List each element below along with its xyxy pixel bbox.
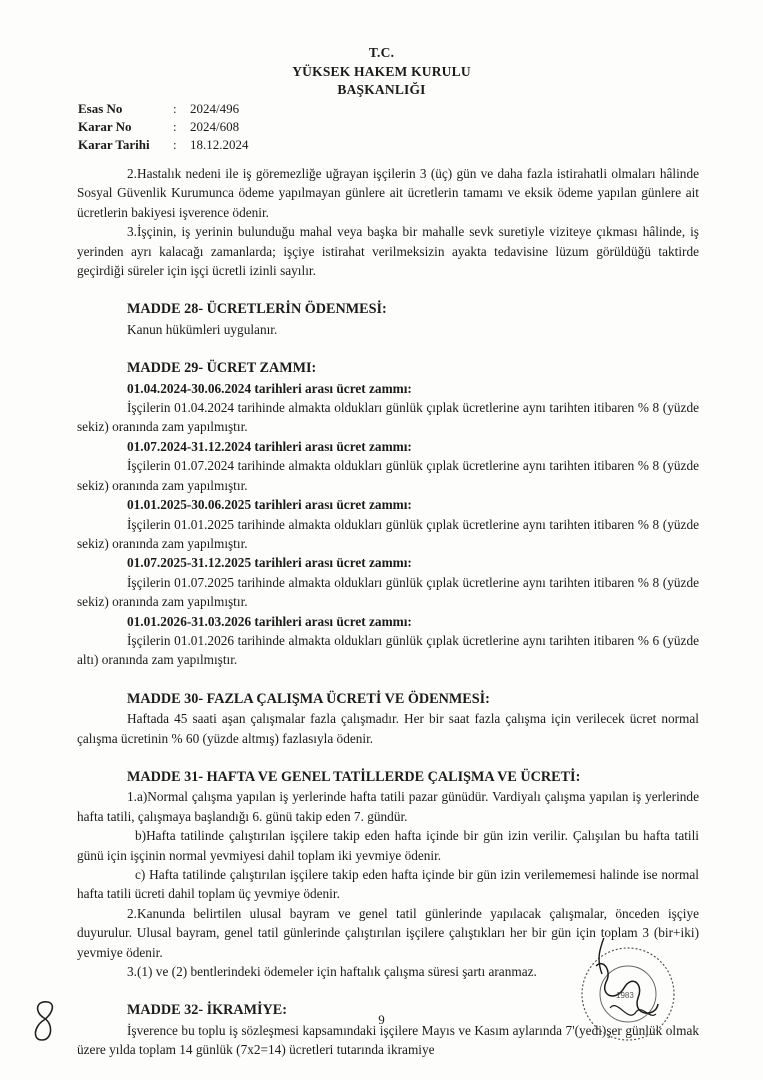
paragraph-3: 3.İşçinin, iş yerinin bulunduğu mahal veya başka bir mahalle sevk suretiyle viziteye çıkması hâlinde, iş yerinden ayrı kalacağı zamanlarda; işçiye istirahat verilmeksizin ayakta tedavisine lüzum görüldüğü taktirde geçirdiği süreler için işçi ücretli izinli sayılır. (77, 224, 699, 279)
madde-31-1c: c) Hafta tatilinde çalıştırılan işçilere takip eden hafta içinde bir gün izin verilememesi halinde ise normal hafta tatili ücreti dahil toplam üç yevmiye ödenir. (77, 867, 699, 902)
paragraph-2: 2.Hastalık nedeni ile iş göremezliğe uğrayan işçilerin 3 (üç) gün ve daha fazla istirahatli olmaları hâlinde Sosyal Güvenlik Kurumunca ödeme yapılmayan günlere ait ücretlerin tamamı ve eksik ödeme yapılan günlere ait ücretlerin bakiyesi işverence ödenir. (77, 166, 699, 220)
meta-karar-tarihi: Karar Tarihi : 18.12.2024 (78, 137, 249, 152)
madde-31-2: 2.Kanunda belirtilen ulusal bayram ve genel tatil günlerinde yapılacak çalışmalar, önceden işçiye duyurulur. Ulusal bayram, genel tatil günlerinde çalıştırılan işçilere çalıştıkları her bir gün için toplam 3 (bir+iki) yevmiye ödenir. (77, 905, 699, 960)
madde-29-title: MADDE 29- ÜCRET ZAMMI: (127, 360, 317, 377)
madde-32-text: İşverence bu toplu iş sözleşmesi kapsamındaki işçilere Mayıs ve Kasım aylarında 7'(yedi)şer günlük olmak üzere yılda toplam 14 günlük (7x2=14) ücretleri tutarında ikramiye (77, 1022, 699, 1058)
madde-31-3: 3.(1) ve (2) bentlerindeki ödemeler için haftalık çalışma süresi şartı aranmaz. (127, 964, 537, 980)
madde-32-title: MADDE 32- İKRAMİYE: (127, 1002, 287, 1019)
madde-31-1a: 1.a)Normal çalışma yapılan iş yerlerinde hafta tatili pazar günüdür. Vardiyalı çalışma yapılan iş yerlerinde hafta tatili, çalışmaya başlandığı 6. günü takip eden 7. gündür. (77, 789, 699, 824)
official-stamp-icon (566, 938, 686, 1050)
meta-value: 18.12.2024 (190, 137, 249, 152)
meta-key: Karar Tarihi (78, 137, 150, 152)
page-number: 9 (378, 1012, 385, 1027)
madde-28-title: MADDE 28- ÜCRETLERİN ÖDENMESİ: (127, 301, 387, 318)
madde-30-title: MADDE 30- FAZLA ÇALIŞMA ÜCRETİ VE ÖDENMESİ: (127, 690, 490, 707)
zam-text: İşçilerin 01.01.2026 tarihinde almakta oldukları günlük çıplak ücretlerine aynı tarihten itibaren % 6 (yüzde altı) oranında zam yapılmıştır. (77, 632, 699, 668)
zam-period: 01.04.2024-30.06.2024 tarihleri arası ücret zammı: (127, 380, 412, 396)
zam-text: İşçilerin 01.04.2024 tarihinde almakta oldukları günlük çıplak ücretlerine aynı tarihten itibaren % 8 (yüzde sekiz) oranında zam yapılmıştır. (77, 400, 699, 435)
zam-period: 01.01.2026-31.03.2026 tarihleri arası ücret zammı: (127, 613, 412, 629)
header-baskanlik: BAŞKANLIĞI (337, 82, 426, 97)
zam-text: İşçilerin 01.07.2025 tarihinde almakta oldukları günlük çıplak ücretlerine aynı tarihten itibaren % 8 (yüzde sekiz) oranında zam yapılmıştır. (77, 574, 699, 610)
meta-key: Karar No (78, 119, 132, 134)
meta-value: 2024/608 (190, 119, 240, 134)
header-tc: T.C. (368, 45, 395, 60)
madde-30-text: Haftada 45 saati aşan çalışmalar fazla çalışmadır. Her bir saat fazla çalışma için verilecek ücret normal çalışma ücretinin % 60 (yüzde altmış) fazlasıyla ödenir. (77, 711, 699, 746)
madde-31-title: MADDE 31- HAFTA VE GENEL TATİLLERDE ÇALIŞMA VE ÜCRETİ: (127, 768, 581, 785)
handwritten-page-note (30, 996, 60, 1046)
zam-period: 01.07.2025-31.12.2025 tarihleri arası ücret zammı: (127, 555, 412, 571)
meta-value: 2024/496 (190, 101, 240, 116)
madde-31-1b: b)Hafta tatilinde çalıştırılan işçilere takip eden hafta içinde bir gün izin verilir. Çalışılan bu hafta tatili günü için işçinin normal yevmiyesi dahil toplam iki yevmiye ödenir. (77, 828, 699, 863)
meta-karar-no: Karar No : 2024/608 (78, 119, 240, 134)
zam-period: 01.07.2024-31.12.2024 tarihleri arası ücret zammı: (127, 438, 412, 454)
document-body (77, 164, 699, 1060)
svg-text:1983: 1983 (616, 991, 634, 1000)
meta-key: Esas No (78, 101, 123, 116)
zam-period: 01.01.2025-30.06.2025 tarihleri arası ücret zammı: (127, 497, 412, 513)
meta-esas-no: Esas No : 2024/496 (78, 101, 240, 116)
header-kurul: YÜKSEK HAKEM KURULU (292, 64, 471, 79)
madde-28-text: Kanun hükümleri uygulanır. (127, 321, 278, 337)
zam-text: İşçilerin 01.07.2024 tarihinde almakta oldukları günlük çıplak ücretlerine aynı tarihten itibaren % 8 (yüzde sekiz) oranında zam yapılmıştır. (77, 458, 699, 493)
zam-text: İşçilerin 01.01.2025 tarihinde almakta oldukları günlük çıplak ücretlerine aynı tarihten itibaren % 8 (yüzde sekiz) oranında zam yapılmıştır. (77, 516, 699, 551)
